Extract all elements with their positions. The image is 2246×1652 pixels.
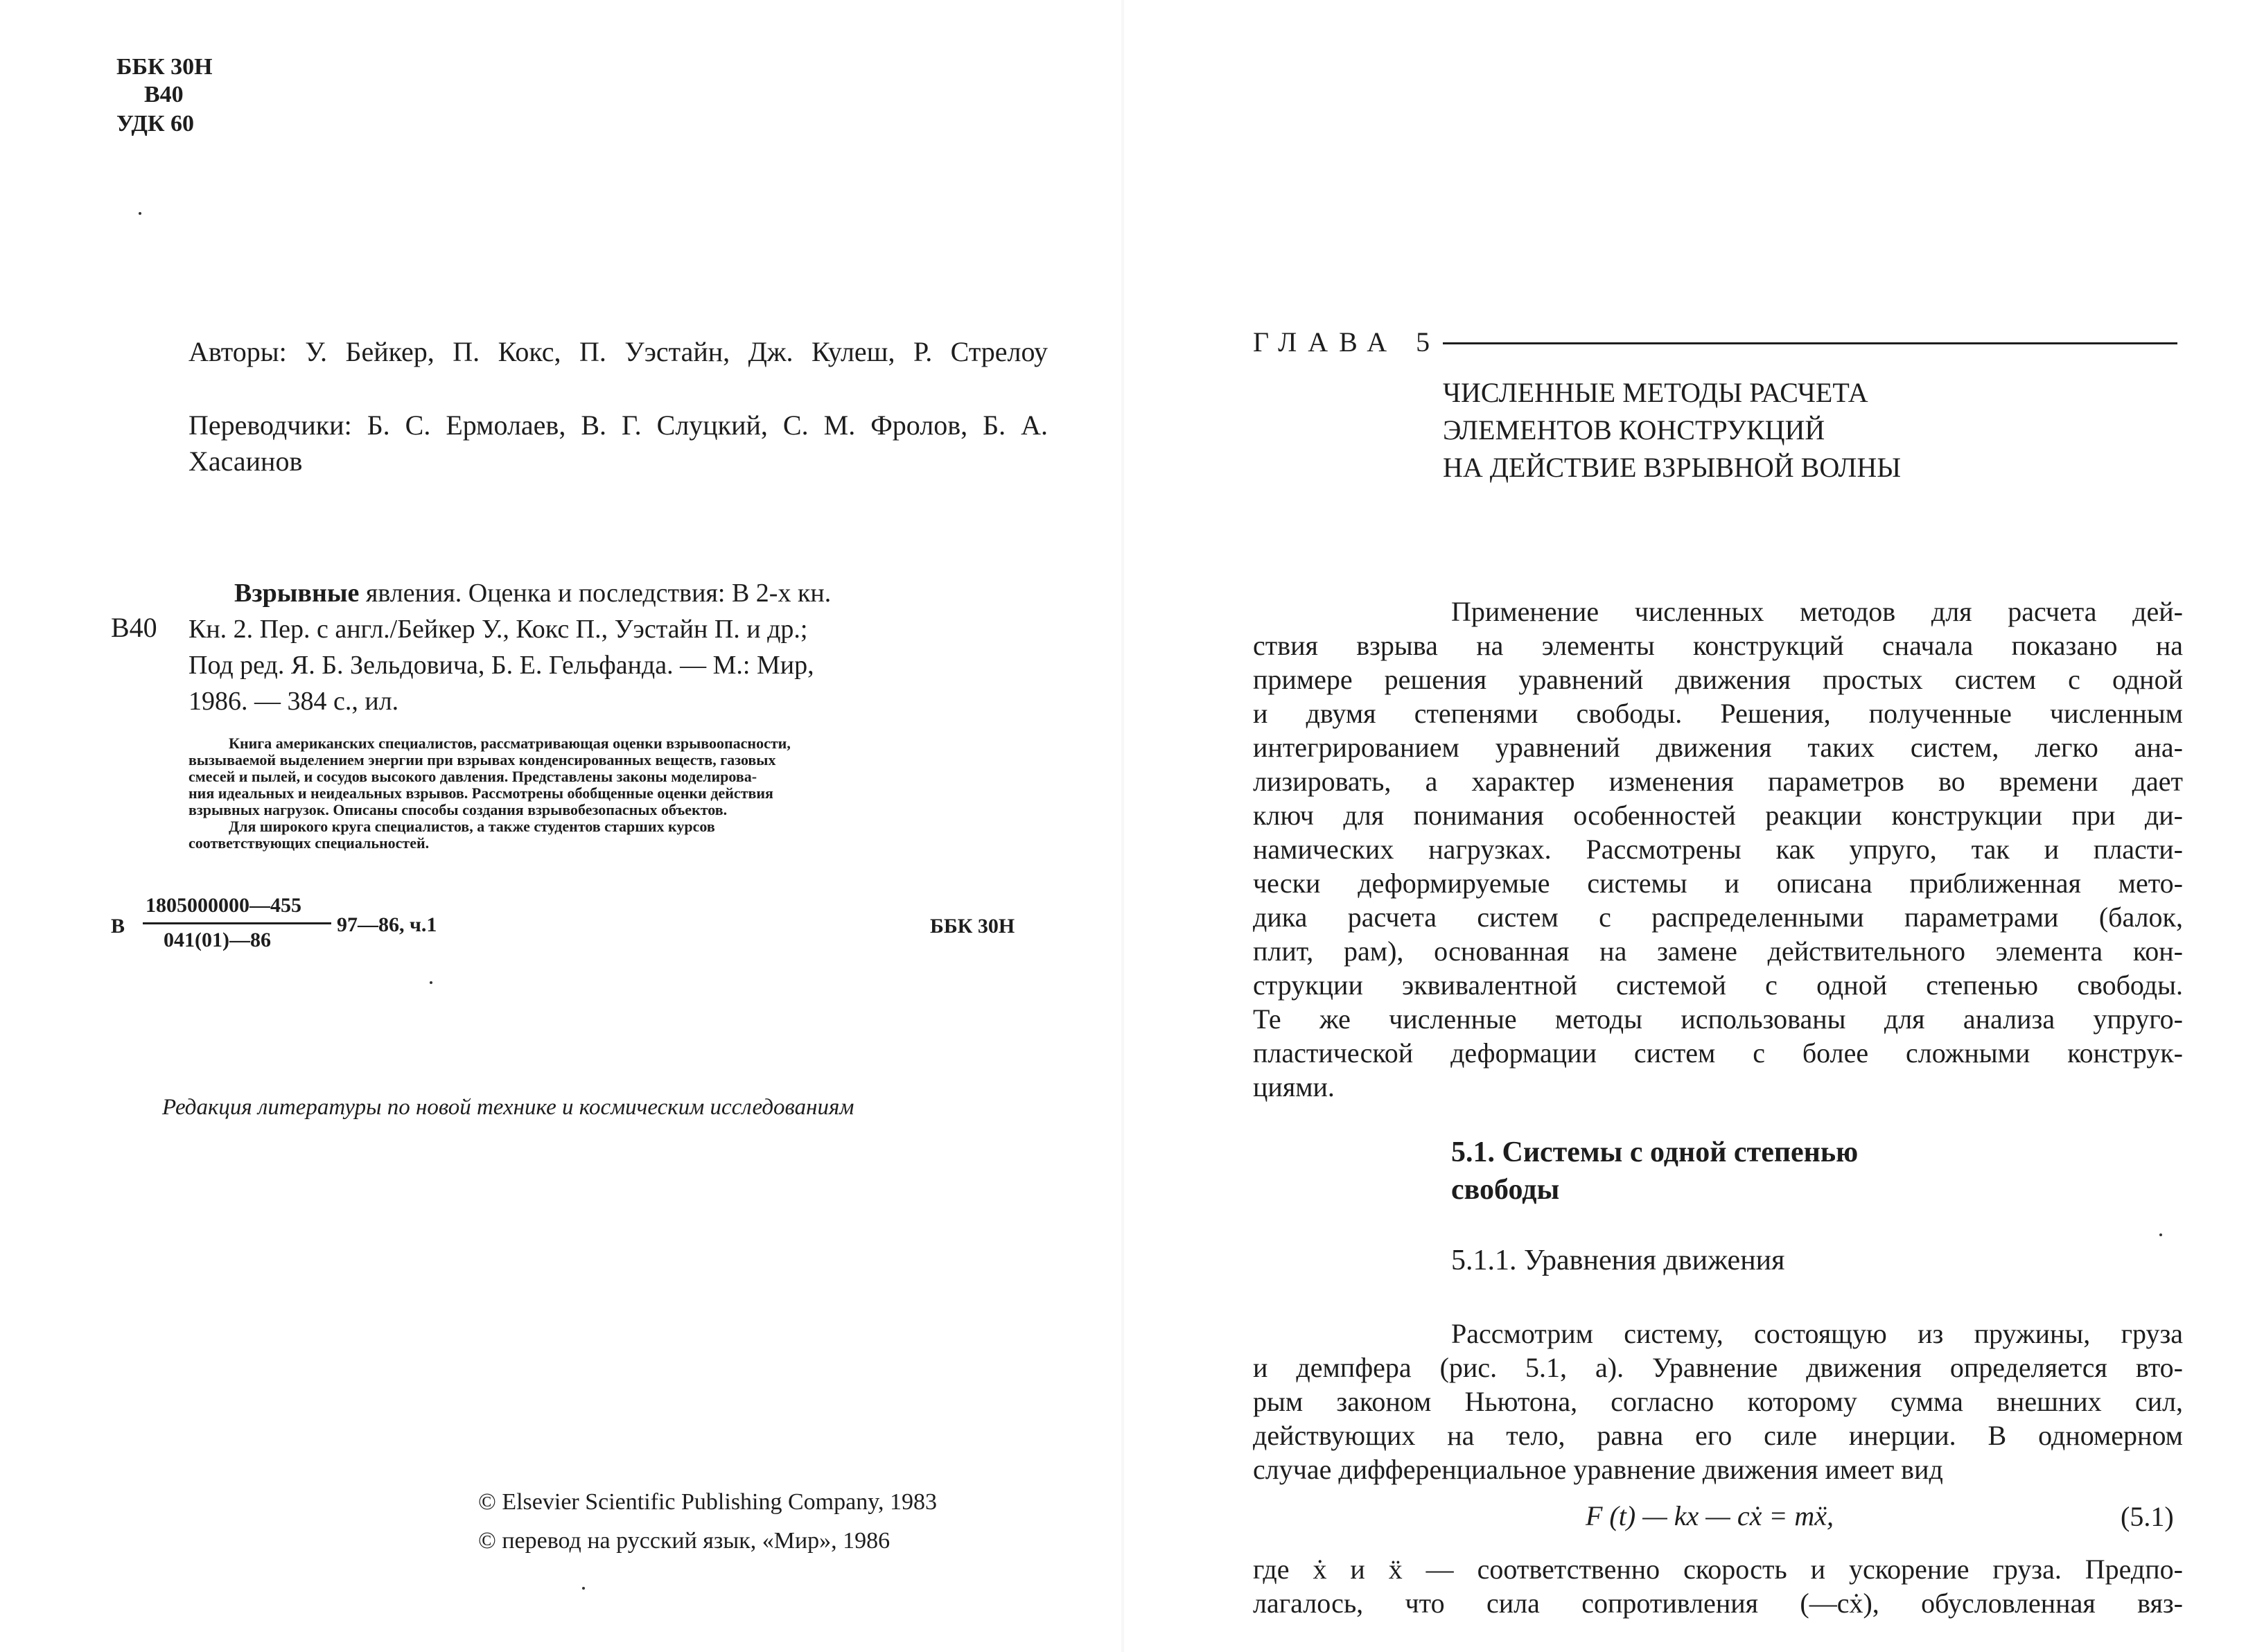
- intro-line-12: струкции эквивалентной системой с одной степенью свободы.: [1253, 969, 2183, 1001]
- intro-line-13: Те же численные методы использованы для анализа упруго-: [1253, 1003, 2183, 1035]
- annotation-line-4: 1986. — 384 с., ил.: [188, 687, 399, 716]
- intro-line-3: примере решения уравнений движения простых систем с одной: [1253, 664, 2183, 695]
- para2-line-4: действующих на тело, равна его силе инерции. В одномерном: [1253, 1420, 2183, 1451]
- chapter-rule: [1443, 342, 2177, 344]
- intro-line-11: плит, рам), основанная на замене действительного элемента кон-: [1253, 935, 2183, 967]
- translators-line: Переводчики: Б. С. Ермолаев, В. Г. Слуцкий, С. М. Фролов, Б. А. Хасаинов: [188, 410, 1048, 477]
- isbn-denominator: 041(01)—86: [164, 929, 271, 951]
- speck: [2159, 1233, 2162, 1236]
- summary-line-2: вызываемой выделением энергии при взрывах конденсированных веществ, газовых: [188, 751, 776, 768]
- intro-line-14: пластической деформации систем с более сложными конструк-: [1253, 1037, 2183, 1069]
- intro-line-10: дика расчета систем с распределенными параметрами (балок,: [1253, 902, 2183, 933]
- editorial-line: Редакция литературы по новой технике и космическим исследованиям: [162, 1095, 854, 1120]
- summary-line-5: взрывных нагрузок. Описаны способы создания взрывобезопасных объектов.: [188, 801, 728, 818]
- intro-line-4: и двумя степенями свободы. Решения, полученные численным: [1253, 698, 2183, 729]
- author-mark: В40: [144, 82, 184, 107]
- summary-line-1: Книга американских специалистов, рассматривающая оценки взрывоопасности,: [229, 735, 791, 752]
- udk-code: УДК 60: [116, 111, 195, 137]
- intro-line-8: намических нагрузках. Рассмотрены как упруго, так и пласти-: [1253, 834, 2183, 865]
- intro-line-5: интегрированием уравнений движения таких систем, легко ана-: [1253, 732, 2183, 763]
- speck: [139, 212, 141, 215]
- copyright-publisher: © Elsevier Scientific Publishing Company, 1983: [478, 1489, 938, 1515]
- annotation-title-bold: Взрывные: [234, 579, 360, 608]
- chapter-label: ГЛАВА 5: [1253, 326, 1441, 358]
- authors-line: Авторы: У. Бейкер, П. Кокс, П. Уэстайн, Дж. Кулеш, Р. Стрелоу: [188, 336, 1048, 367]
- para3-line-2: лагалось, что сила сопротивления (—cẋ), обусловленная вяз-: [1253, 1588, 2183, 1619]
- para2-line-5: случае дифференциальное уравнение движения имеет вид: [1253, 1454, 1943, 1485]
- right-page: [1123, 0, 2246, 1652]
- intro-line-7: ключ для понимания особенностей реакции конструкции при ди-: [1253, 800, 2183, 831]
- chapter-title-line-2: ЭЛЕМЕНТОВ КОНСТРУКЦИЙ: [1443, 414, 1825, 446]
- isbn-bbk: ББК 30Н: [930, 915, 1015, 938]
- isbn-fraction-bar: [143, 922, 331, 924]
- section-heading-line-1: 5.1. Системы с одной степенью: [1451, 1136, 1859, 1168]
- para3-line-1: где ẋ и ẍ — соответственно скорость и ускорение груза. Предпо-: [1253, 1554, 2183, 1585]
- para2-line-1: Рассмотрим систему, состоящую из пружины, груза: [1451, 1318, 2183, 1349]
- isbn-numerator: 1805000000—455: [146, 894, 301, 917]
- speck: [430, 981, 432, 984]
- intro-line-6: лизировать, а характер изменения параметров во времени дает: [1253, 766, 2183, 797]
- copyright-translation: © перевод на русский язык, «Мир», 1986: [478, 1528, 890, 1554]
- bbk-code: ББК 30Н: [116, 54, 213, 80]
- annotation-line-1: [234, 575, 831, 611]
- chapter-title-line-3: НА ДЕЙСТВИЕ ВЗРЫВНОЙ ВОЛНЫ: [1443, 452, 1902, 483]
- section-heading-line-2: свободы: [1451, 1174, 1560, 1206]
- isbn-suffix: 97—86, ч.1: [337, 913, 437, 936]
- para2-line-2: и демпфера (рис. 5.1, а). Уравнение движения определяется вто-: [1253, 1352, 2183, 1383]
- speck: [582, 1587, 585, 1590]
- intro-line-2: ствия взрыва на элементы конструкций сначала показано на: [1253, 630, 2183, 661]
- intro-line-1: Применение численных методов для расчета дей-: [1451, 596, 2183, 627]
- intro-line-15: циями.: [1253, 1071, 1335, 1102]
- equation-number: (5.1): [2121, 1501, 2174, 1532]
- subsection-heading: 5.1.1. Уравнения движения: [1451, 1245, 1785, 1276]
- chapter-title-line-1: ЧИСЛЕННЫЕ МЕТОДЫ РАСЧЕТА: [1443, 377, 1868, 408]
- summary-line-7: соответствующих специальностей.: [188, 834, 430, 852]
- annotation-line-1-rest: явления. Оценка и последствия: В 2-х кн.: [359, 579, 832, 608]
- summary-line-4: ния идеальных и неидеальных взрывов. Рассмотрены обобщенные оценки действия: [188, 784, 773, 802]
- summary-line-6: Для широкого круга специалистов, а также студентов старших курсов: [229, 818, 715, 835]
- isbn-prefix: В: [111, 915, 125, 938]
- equation-5-1: F (t) — kx — cẋ = mẍ,: [1586, 1500, 1834, 1531]
- para2-line-3: рым законом Ньютона, согласно которому сумма внешних сил,: [1253, 1386, 2183, 1417]
- annotation-code: В40: [111, 612, 157, 643]
- intro-line-9: чески деформируемые системы и описана приближенная мето-: [1253, 868, 2183, 899]
- annotation-line-2: Кн. 2. Пер. с англ./Бейкер У., Кокс П., Уэстайн П. и др.;: [188, 615, 808, 644]
- summary-line-3: смесей и пылей, и сосудов высокого давления. Представлены законы моделирова-: [188, 768, 757, 785]
- annotation-line-3: Под ред. Я. Б. Зельдовича, Б. Е. Гельфанда. — М.: Мир,: [188, 651, 814, 680]
